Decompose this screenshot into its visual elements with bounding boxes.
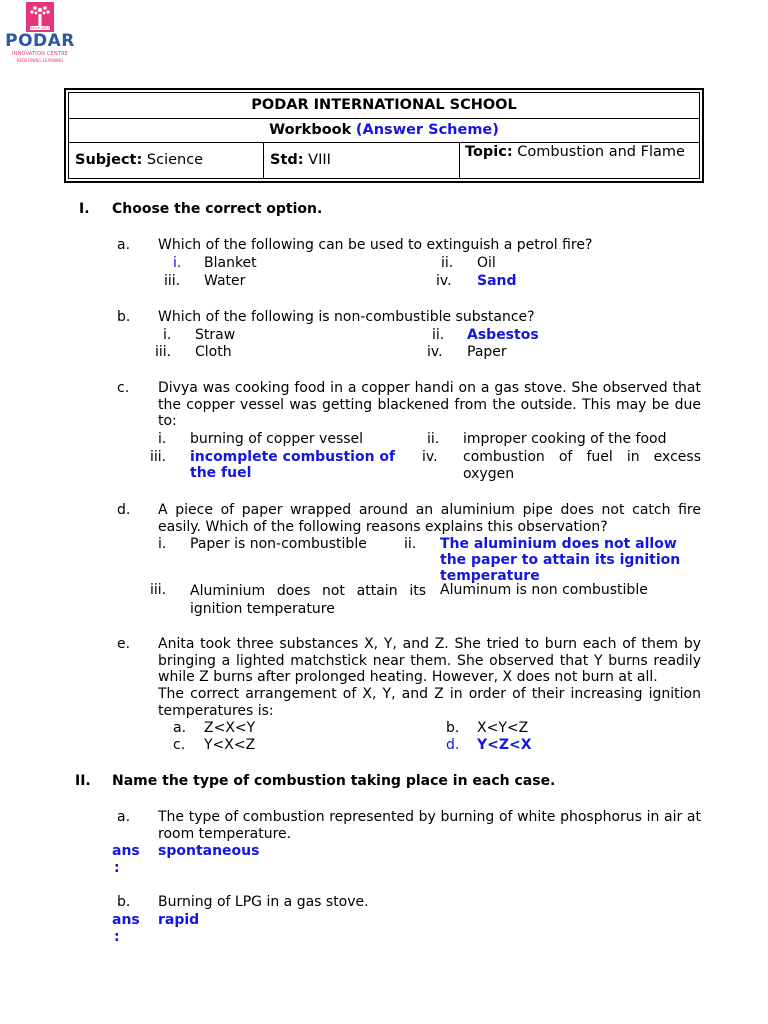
logo-tagline: REDEFINING LEARNING [16, 58, 64, 63]
option-text: Paper [467, 344, 507, 360]
option-text: Aluminum is non combustible [440, 582, 648, 598]
correct-answer: The aluminium does not allow the paper to attain its ignition temperature [440, 536, 681, 584]
question-2b-number: b. [117, 894, 131, 910]
option-text: Cloth [195, 344, 232, 360]
option-text: improper cooking of the food [463, 431, 667, 447]
answer-label: ans [112, 912, 140, 928]
topic-label: Topic: [465, 144, 513, 160]
option-text: Y<X<Z [204, 737, 256, 753]
option-text: Oil [477, 255, 496, 271]
school-name: PODAR INTERNATIONAL SCHOOL [69, 93, 699, 119]
option-number: b. [446, 720, 460, 736]
option-number: i. [158, 536, 167, 552]
subject-value: Science [146, 152, 204, 168]
question-d-text: A piece of paper wrapped around an aluminium pipe does not catch fire easily. Which of the following reasons explains this observation? [158, 502, 701, 535]
logo-subtitle: INNOVATION CENTRE [11, 51, 69, 57]
question-2a-number: a. [117, 809, 131, 825]
question-e-number: e. [117, 636, 131, 652]
subject-cell [69, 143, 264, 178]
option-number: ii. [427, 431, 440, 447]
option-number: i. [163, 327, 172, 343]
tree-logo-icon [26, 2, 54, 32]
option-number: iii. [150, 449, 167, 465]
topic-cell [460, 143, 699, 178]
correct-answer: Y<Z<X [477, 737, 532, 753]
option-number: iii. [155, 344, 172, 360]
section-1-title: Choose the correct option. [112, 201, 323, 217]
question-2a-text: The type of combustion represented by burning of white phosphorus in air at room temperature. [158, 809, 701, 842]
std-value: VIII [308, 152, 331, 168]
header-table [64, 88, 704, 183]
answer-colon: : [114, 860, 120, 876]
section-2-title: Name the type of combustion taking place in each case. [112, 773, 556, 789]
correct-answer: Sand [477, 273, 517, 289]
question-2b-text: Burning of LPG in a gas stove. [158, 894, 369, 910]
workbook-title [69, 119, 699, 143]
option-number: ii. [432, 327, 445, 343]
question-c-text: Divya was cooking food in a copper handi on a gas stove. She observed that the copper vessel was getting blackened from the outside. This may be due to: [158, 380, 701, 429]
question-d-number: d. [117, 502, 131, 518]
question-b-number: b. [117, 309, 131, 325]
answer-text: rapid [158, 912, 200, 928]
option-number: iv. [422, 449, 438, 465]
correct-answer: Asbestos [467, 327, 539, 343]
question-e-text-2: The correct arrangement of X, Y, and Z in order of their increasing ignition temperatures is: [158, 686, 701, 719]
option-text: Z<X<Y [204, 720, 256, 736]
question-a-number: a. [117, 237, 131, 253]
answer-scheme-label: (Answer Scheme) [355, 122, 499, 138]
option-text: Paper is non-combustible [190, 536, 367, 552]
option-number: i. [173, 255, 182, 271]
option-number: d. [446, 737, 460, 753]
option-number: iv. [436, 273, 452, 289]
option-text: combustion of fuel in excess oxygen [463, 449, 701, 482]
option-number: iii. [164, 273, 181, 289]
logo-year: Since 1927 [30, 26, 50, 30]
podar-logo [0, 0, 80, 66]
question-c-number: c. [117, 380, 130, 396]
option-number: i. [158, 431, 167, 447]
option-number: ii. [404, 536, 417, 552]
option-text: Water [204, 273, 246, 289]
option-number: iv. [427, 344, 443, 360]
option-number: c. [173, 737, 186, 753]
std-cell [264, 143, 460, 178]
option-text: Blanket [204, 255, 257, 271]
option-text: Straw [195, 327, 236, 343]
logo-word: PODAR [5, 31, 75, 51]
answer-label: ans [112, 843, 140, 859]
option-text: Aluminium does not attain its ignition temperature [190, 583, 426, 617]
subject-label: Subject: [75, 152, 143, 168]
section-2-number: II. [75, 773, 91, 789]
answer-colon: : [114, 929, 120, 945]
option-number: a. [173, 720, 187, 736]
question-b-text: Which of the following is non-combustible substance? [158, 309, 535, 325]
question-a-text: Which of the following can be used to extinguish a petrol fire? [158, 237, 593, 253]
workbook-label: Workbook [269, 122, 352, 138]
topic-value: Combustion and Flame [517, 144, 685, 160]
question-e-text: Anita took three substances X, Y, and Z. She tried to burn each of them by bringing a lighted matchstick near them. She observed that Y burns readily while Z burns after prolonged heating. However, X does not burn at all. [158, 636, 701, 685]
option-number: iii. [150, 582, 167, 598]
option-text: burning of copper vessel [190, 431, 364, 447]
option-text: X<Y<Z [477, 720, 529, 736]
std-label: Std: [270, 152, 304, 168]
option-number: ii. [441, 255, 454, 271]
answer-text: spontaneous [158, 843, 260, 859]
section-1-number: I. [79, 201, 90, 217]
correct-answer: incomplete combustion of the fuel [190, 449, 396, 481]
